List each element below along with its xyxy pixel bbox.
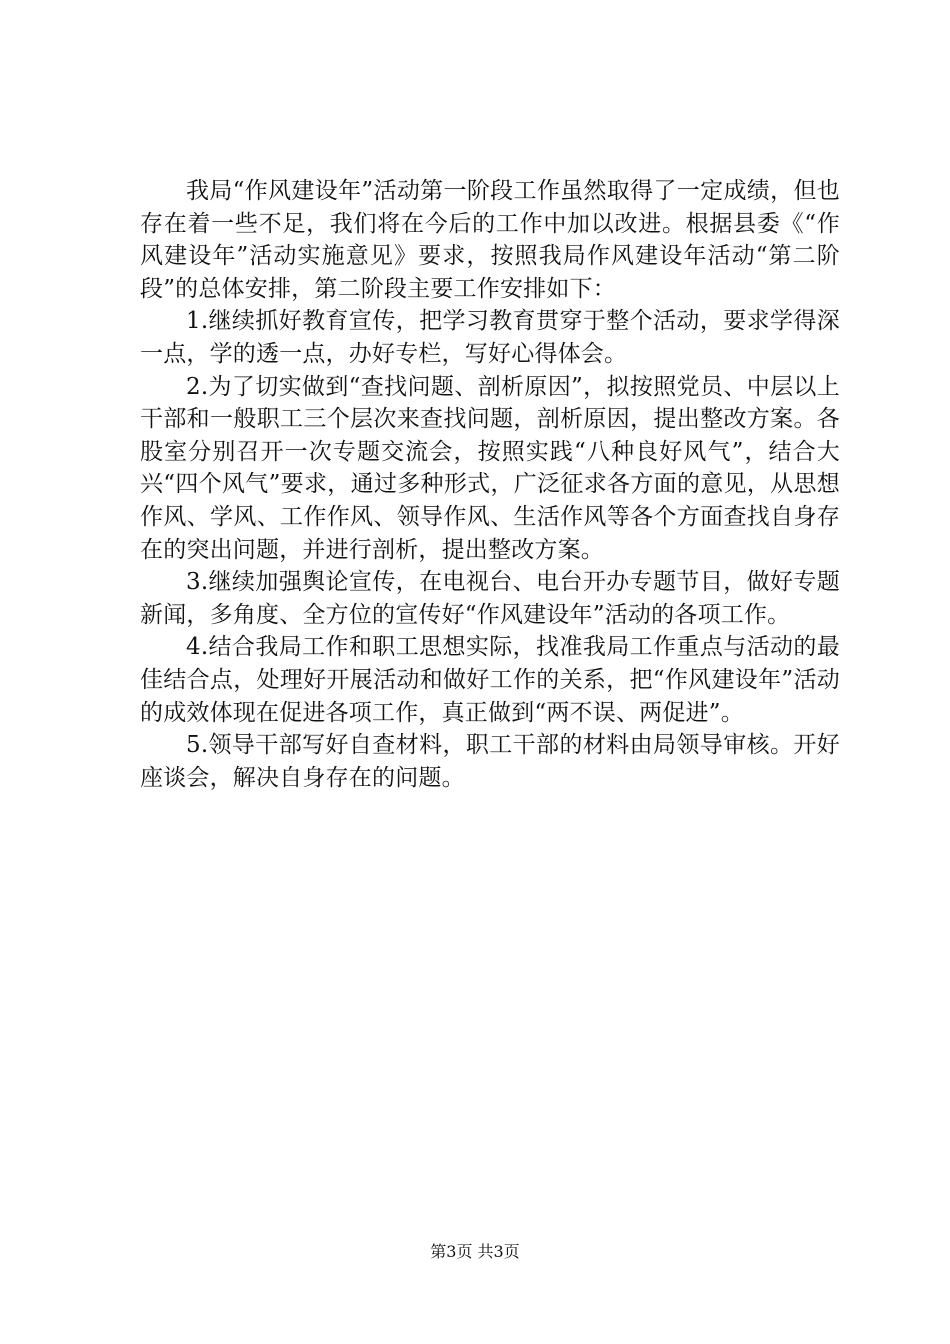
intro-paragraph: 我局“作风建设年”活动第一阶段工作虽然取得了一定成绩，但也存在着一些不足，我们将在今后的工作中加以改进。根据县委《“作风建设年”活动实施意见》要求，按照我局作风建设年活动“第二阶段”的总体安排，第二阶段主要工作安排如下： [140,178,840,302]
list-item-5: 5.领导干部写好自查材料，职工干部的材料由局领导审核。开好座谈会，解决自身存在的问题。 [140,732,840,791]
list-item-3: 3.继续加强舆论宣传，在电视台、电台开办专题节目，做好专题新闻，多角度、全方位的宣传好“作风建设年”活动的各项工作。 [140,569,840,628]
list-item-1: 1.继续抓好教育宣传，把学习教育贯穿于整个活动，要求学得深一点，学的透一点，办好专栏，写好心得体会。 [140,308,840,367]
list-item-4: 4.结合我局工作和职工思想实际，找准我局工作重点与活动的最佳结合点，处理好开展活动和做好工作的关系，把“作风建设年”活动的成效体现在促进各项工作，真正做到“两不误、两促进”。 [140,634,840,726]
page-number-footer: 第3页 共3页 [430,1242,520,1261]
list-item-2: 2.为了切实做到“查找问题、剖析原因”，拟按照党员、中层以上干部和一般职工三个层次来查找问题，剖析原因，提出整改方案。各股室分别召开一次专题交流会，按照实践“八种良好风气”，结合大兴“四个风气”要求，通过多种形式，广泛征求各方面的意见，从思想作风、学风、工作作风、领导作风、生活作风等各个方面查找自身存在的突出问题，并进行剖析，提出整改方案。 [140,373,840,563]
document-body [140,175,840,794]
